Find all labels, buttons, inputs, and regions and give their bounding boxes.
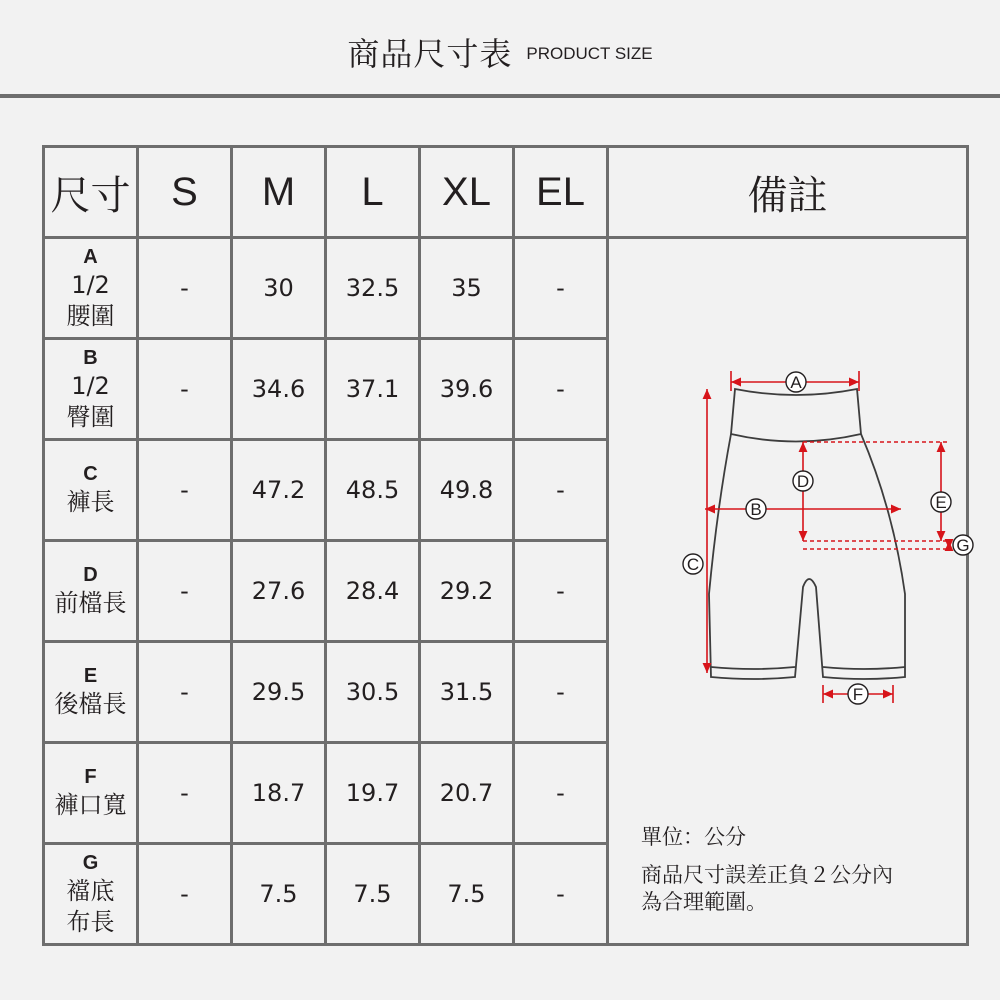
cell-value: -: [138, 541, 232, 642]
row-label: 1/2: [71, 371, 110, 400]
row-letter: C: [83, 463, 98, 486]
row-label: 襠底: [66, 876, 115, 905]
cell-value: 7.5: [420, 844, 514, 945]
size-col-m: M: [232, 147, 326, 238]
size-table: [42, 145, 969, 946]
cell-value: 31.5: [420, 642, 514, 743]
shorts-measurement-diagram: [649, 359, 979, 709]
cell-value: 30: [232, 238, 326, 339]
cell-value: 28.4: [326, 541, 420, 642]
cell-value: -: [514, 238, 608, 339]
row-head-e: [44, 642, 138, 743]
notes-header: 備註: [608, 147, 968, 238]
tolerance-line: 商品尺寸誤差正負２公分內: [641, 863, 893, 887]
row-head-f: [44, 743, 138, 844]
row-head-a: [44, 238, 138, 339]
cell-value: 29.5: [232, 642, 326, 743]
row-head-b: [44, 339, 138, 440]
row-letter: E: [83, 665, 98, 688]
cell-value: 48.5: [326, 440, 420, 541]
size-header-row: [44, 147, 968, 238]
row-head-d: [44, 541, 138, 642]
measurement-labels: [683, 372, 973, 704]
cell-value: 7.5: [232, 844, 326, 945]
page-title: 商品尺寸表: [347, 35, 513, 73]
cell-value: -: [514, 339, 608, 440]
cell-value: -: [138, 743, 232, 844]
label-f: F: [852, 685, 864, 704]
cell-value: -: [514, 642, 608, 743]
row-letter: D: [83, 564, 98, 587]
cell-value: 49.8: [420, 440, 514, 541]
row-label: 後檔長: [54, 690, 127, 719]
cell-value: 19.7: [326, 743, 420, 844]
row-letter: B: [83, 346, 98, 369]
row-label: 腰圍: [66, 302, 115, 330]
size-col-l: L: [326, 147, 420, 238]
table-row: [44, 238, 968, 339]
label-g: G: [956, 536, 970, 555]
row-letter: G: [82, 851, 99, 874]
label-c: C: [686, 555, 700, 574]
cell-value: -: [138, 844, 232, 945]
cell-value: -: [514, 844, 608, 945]
cell-value: -: [514, 440, 608, 541]
cell-value: 47.2: [232, 440, 326, 541]
cell-value: -: [138, 440, 232, 541]
cell-value: 39.6: [420, 339, 514, 440]
cell-value: 37.1: [326, 339, 420, 440]
label-e: E: [935, 493, 947, 512]
size-corner-label: 尺寸: [44, 147, 138, 238]
cell-value: 30.5: [326, 642, 420, 743]
notes-cell: [608, 238, 968, 945]
label-d: D: [796, 472, 810, 491]
label-a: A: [790, 373, 802, 392]
tolerance-line: 為合理範圍。: [641, 890, 767, 915]
size-col-xl: XL: [420, 147, 514, 238]
row-label: 前檔長: [54, 589, 127, 618]
measurement-lines: [705, 371, 949, 703]
shorts-outline: [709, 389, 905, 679]
size-col-el: EL: [514, 147, 608, 238]
cell-value: 7.5: [326, 844, 420, 945]
header-divider: [0, 94, 1000, 98]
cell-value: -: [514, 743, 608, 844]
page-header: [0, 0, 1000, 96]
row-label: 1/2: [71, 270, 110, 299]
row-label: 臀圍: [66, 403, 115, 431]
row-letter: F: [84, 766, 97, 789]
row-letter: A: [83, 245, 98, 268]
unit-note: 單位：公分: [641, 825, 746, 849]
cell-value: 35: [420, 238, 514, 339]
cell-value: 29.2: [420, 541, 514, 642]
cell-value: 32.5: [326, 238, 420, 339]
row-label: 褲長: [66, 488, 115, 517]
size-col-s: S: [138, 147, 232, 238]
row-label: 布長: [66, 908, 115, 936]
cell-value: 20.7: [420, 743, 514, 844]
cell-value: -: [514, 541, 608, 642]
cell-value: -: [138, 642, 232, 743]
label-b: B: [750, 500, 762, 519]
tolerance-note: [641, 862, 893, 917]
cell-value: 27.6: [232, 541, 326, 642]
page-subtitle: PRODUCT SIZE: [526, 44, 653, 63]
row-label: 褲口寬: [54, 791, 127, 820]
cell-value: 34.6: [232, 339, 326, 440]
cell-value: 18.7: [232, 743, 326, 844]
row-head-c: [44, 440, 138, 541]
cell-value: -: [138, 339, 232, 440]
cell-value: -: [138, 238, 232, 339]
row-head-g: [44, 844, 138, 945]
